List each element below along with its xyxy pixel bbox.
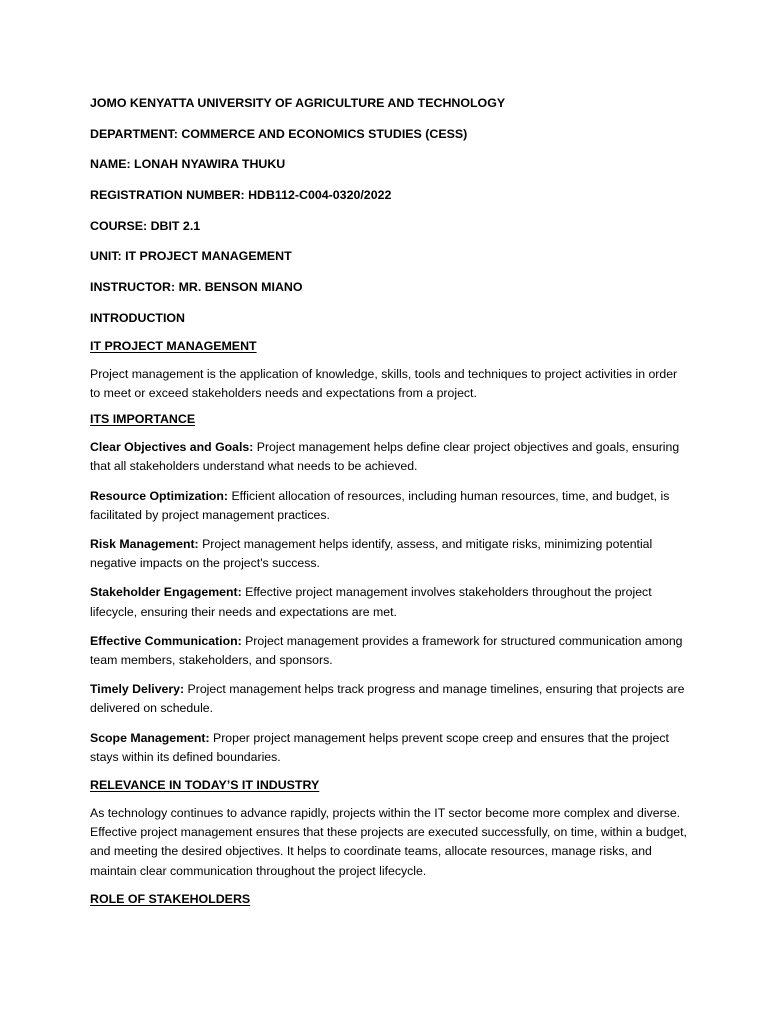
importance-item-term: Effective Communication: (90, 633, 242, 648)
importance-item-term: Risk Management: (90, 537, 199, 552)
relevance-heading-text: RELEVANCE IN TODAY’S IT INDUSTRY (90, 778, 320, 793)
importance-item-text: Project management helps define clear project objectives and goals, ensuring that all stakeholders understand what needs to be achieved. (90, 440, 680, 474)
importance-item-term: Scope Management: (90, 730, 210, 745)
importance-item (90, 583, 690, 621)
importance-item-text: Proper project management helps prevent scope creep and ensures that the project stays within its defined boundaries. (90, 730, 669, 764)
importance-heading-text: ITS IMPORTANCE (90, 412, 196, 427)
registration-number-line: REGISTRATION NUMBER: HDB112-C004-0320/2022 (90, 188, 392, 203)
relevance-heading (90, 777, 690, 794)
importance-item-term: Timely Delivery: (90, 682, 185, 697)
stakeholders-heading (90, 891, 690, 908)
importance-item (90, 487, 690, 525)
student-name-line: NAME: LONAH NYAWIRA THUKU (90, 157, 286, 172)
introduction-heading: INTRODUCTION (90, 310, 185, 325)
importance-heading (90, 411, 690, 428)
importance-item-text: Project management provides a framework for structured communication among team members, stakeholders, and sponsors. (90, 633, 683, 668)
importance-item-text: Efficient allocation of resources, including human resources, time, and budget, is facilitated by project management practices. (90, 488, 670, 522)
importance-item-text: Project management helps track progress and manage timelines, ensuring that projects are delivered on schedule. (90, 682, 685, 716)
importance-item-term: Stakeholder Engagement: (90, 585, 242, 600)
importance-item-text: Effective project management involves stakeholders throughout the project lifecycle, ensuring their needs and expectations are met. (90, 585, 652, 619)
importance-item-term: Clear Objectives and Goals: (90, 440, 254, 455)
stakeholders-heading-text: ROLE OF STAKEHOLDERS (90, 891, 251, 906)
importance-item (90, 438, 690, 476)
importance-item (90, 535, 690, 573)
importance-item-text: Project management helps identify, assess, and mitigate risks, minimizing potential negative impacts on the project's success. (90, 537, 653, 571)
it-project-management-heading-text: IT PROJECT MANAGEMENT (90, 338, 257, 353)
it-project-management-definition: Project management is the application of knowledge, skills, tools and techniques to project activities in order to meet or exceed stakeholders needs and expectations from a project. (90, 366, 678, 401)
document-page (90, 94, 690, 918)
university-name: JOMO KENYATTA UNIVERSITY OF AGRICULTURE AND TECHNOLOGY (90, 96, 506, 110)
importance-item (90, 729, 690, 767)
department-line: DEPARTMENT: COMMERCE AND ECONOMICS STUDIES (CESS) (90, 126, 468, 141)
course-line: COURSE: DBIT 2.1 (90, 218, 201, 233)
importance-item-term: Resource Optimization: (90, 488, 229, 503)
importance-item (90, 632, 690, 670)
it-project-management-heading (90, 338, 690, 355)
relevance-paragraph: As technology continues to advance rapidly, projects within the IT sector become more complex and diverse. Effective project management ensures that these projects are executed successfully, on time, within a budget, and meeting the desired objectives. It helps to coordinate teams, allocate resources, manage risks, and maintain clear communication throughout the project lifecycle. (90, 806, 687, 878)
importance-item (90, 680, 690, 718)
instructor-line: INSTRUCTOR: MR. BENSON MIANO (90, 280, 303, 295)
unit-line: UNIT: IT PROJECT MANAGEMENT (90, 249, 292, 264)
